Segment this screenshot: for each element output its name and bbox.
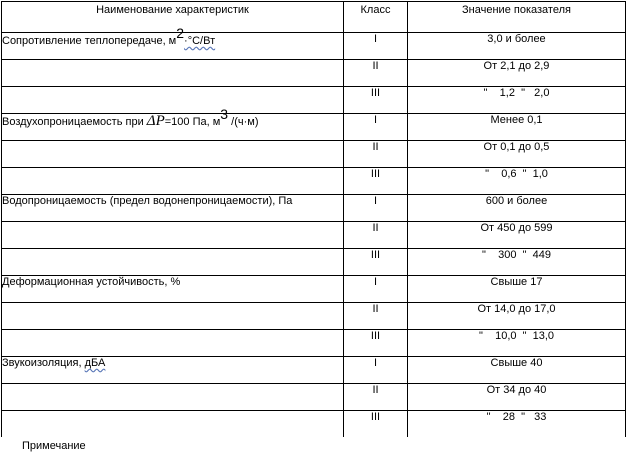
table-row: [2, 411, 626, 438]
table-row: [2, 303, 626, 330]
note-text: Примечание: [22, 440, 86, 452]
table-row: [2, 276, 626, 303]
characteristic-name: Звукоизоляция, дБА: [2, 357, 344, 384]
table-row: [2, 330, 626, 357]
header-name: Наименование характеристик: [2, 2, 344, 33]
value-cell: " 1,2 " 2,0: [408, 87, 626, 114]
characteristic-name: Деформационная устойчивость, %: [2, 276, 344, 303]
characteristic-name-empty: [2, 222, 344, 249]
value-cell: Свыше 17: [408, 276, 626, 303]
value-cell: " 10,0 " 13,0: [408, 330, 626, 357]
table-row: [2, 33, 626, 60]
table-header-row: [2, 2, 626, 33]
characteristic-name-empty: [2, 249, 344, 276]
characteristic-name-empty: [2, 141, 344, 168]
value-cell: От 14,0 до 17,0: [408, 303, 626, 330]
characteristic-name-empty: [2, 384, 344, 411]
characteristic-name: Воздухопроницаемость при ΔP=100 Па, м3 /(ч·м): [2, 114, 344, 141]
value-cell: " 300 " 449: [408, 249, 626, 276]
characteristic-name-empty: [2, 303, 344, 330]
table-row: [2, 141, 626, 168]
value-cell: 3,0 и более: [408, 33, 626, 60]
class-cell: II: [344, 60, 408, 87]
table-row: [2, 384, 626, 411]
table-row: [2, 114, 626, 141]
class-cell: I: [344, 195, 408, 222]
characteristic-name: Водопроницаемость (предел водонепроницаемости), Па: [2, 195, 344, 222]
class-cell: III: [344, 168, 408, 195]
class-cell: I: [344, 114, 408, 141]
table-row: [2, 195, 626, 222]
class-cell: II: [344, 222, 408, 249]
header-class: Класс: [344, 2, 408, 33]
class-cell: I: [344, 33, 408, 60]
header-value: Значение показателя: [408, 2, 626, 33]
table-row: [2, 222, 626, 249]
class-cell: I: [344, 357, 408, 384]
class-cell: I: [344, 276, 408, 303]
class-cell: III: [344, 411, 408, 438]
table-row: [2, 168, 626, 195]
characteristic-name-empty: [2, 87, 344, 114]
table-row: [2, 249, 626, 276]
characteristic-name-empty: [2, 60, 344, 87]
characteristic-name-empty: [2, 330, 344, 357]
value-cell: " 0,6 " 1,0: [408, 168, 626, 195]
value-cell: От 0,1 до 0,5: [408, 141, 626, 168]
class-cell: III: [344, 330, 408, 357]
class-cell: III: [344, 249, 408, 276]
characteristic-name-empty: [2, 168, 344, 195]
characteristic-name-empty: [2, 411, 344, 438]
class-cell: II: [344, 141, 408, 168]
value-cell: От 2,1 до 2,9: [408, 60, 626, 87]
table-row: [2, 357, 626, 384]
value-cell: " 28 " 33: [408, 411, 626, 438]
table-row: [2, 87, 626, 114]
value-cell: От 34 до 40: [408, 384, 626, 411]
value-cell: 600 и более: [408, 195, 626, 222]
value-cell: Менее 0,1: [408, 114, 626, 141]
table-row: [2, 60, 626, 87]
value-cell: Свыше 40: [408, 357, 626, 384]
characteristic-name: Сопротивление теплопередаче, м2·°С/Вт: [2, 33, 344, 60]
value-cell: От 450 до 599: [408, 222, 626, 249]
class-cell: II: [344, 384, 408, 411]
characteristics-table: [1, 1, 626, 437]
class-cell: III: [344, 87, 408, 114]
class-cell: II: [344, 303, 408, 330]
